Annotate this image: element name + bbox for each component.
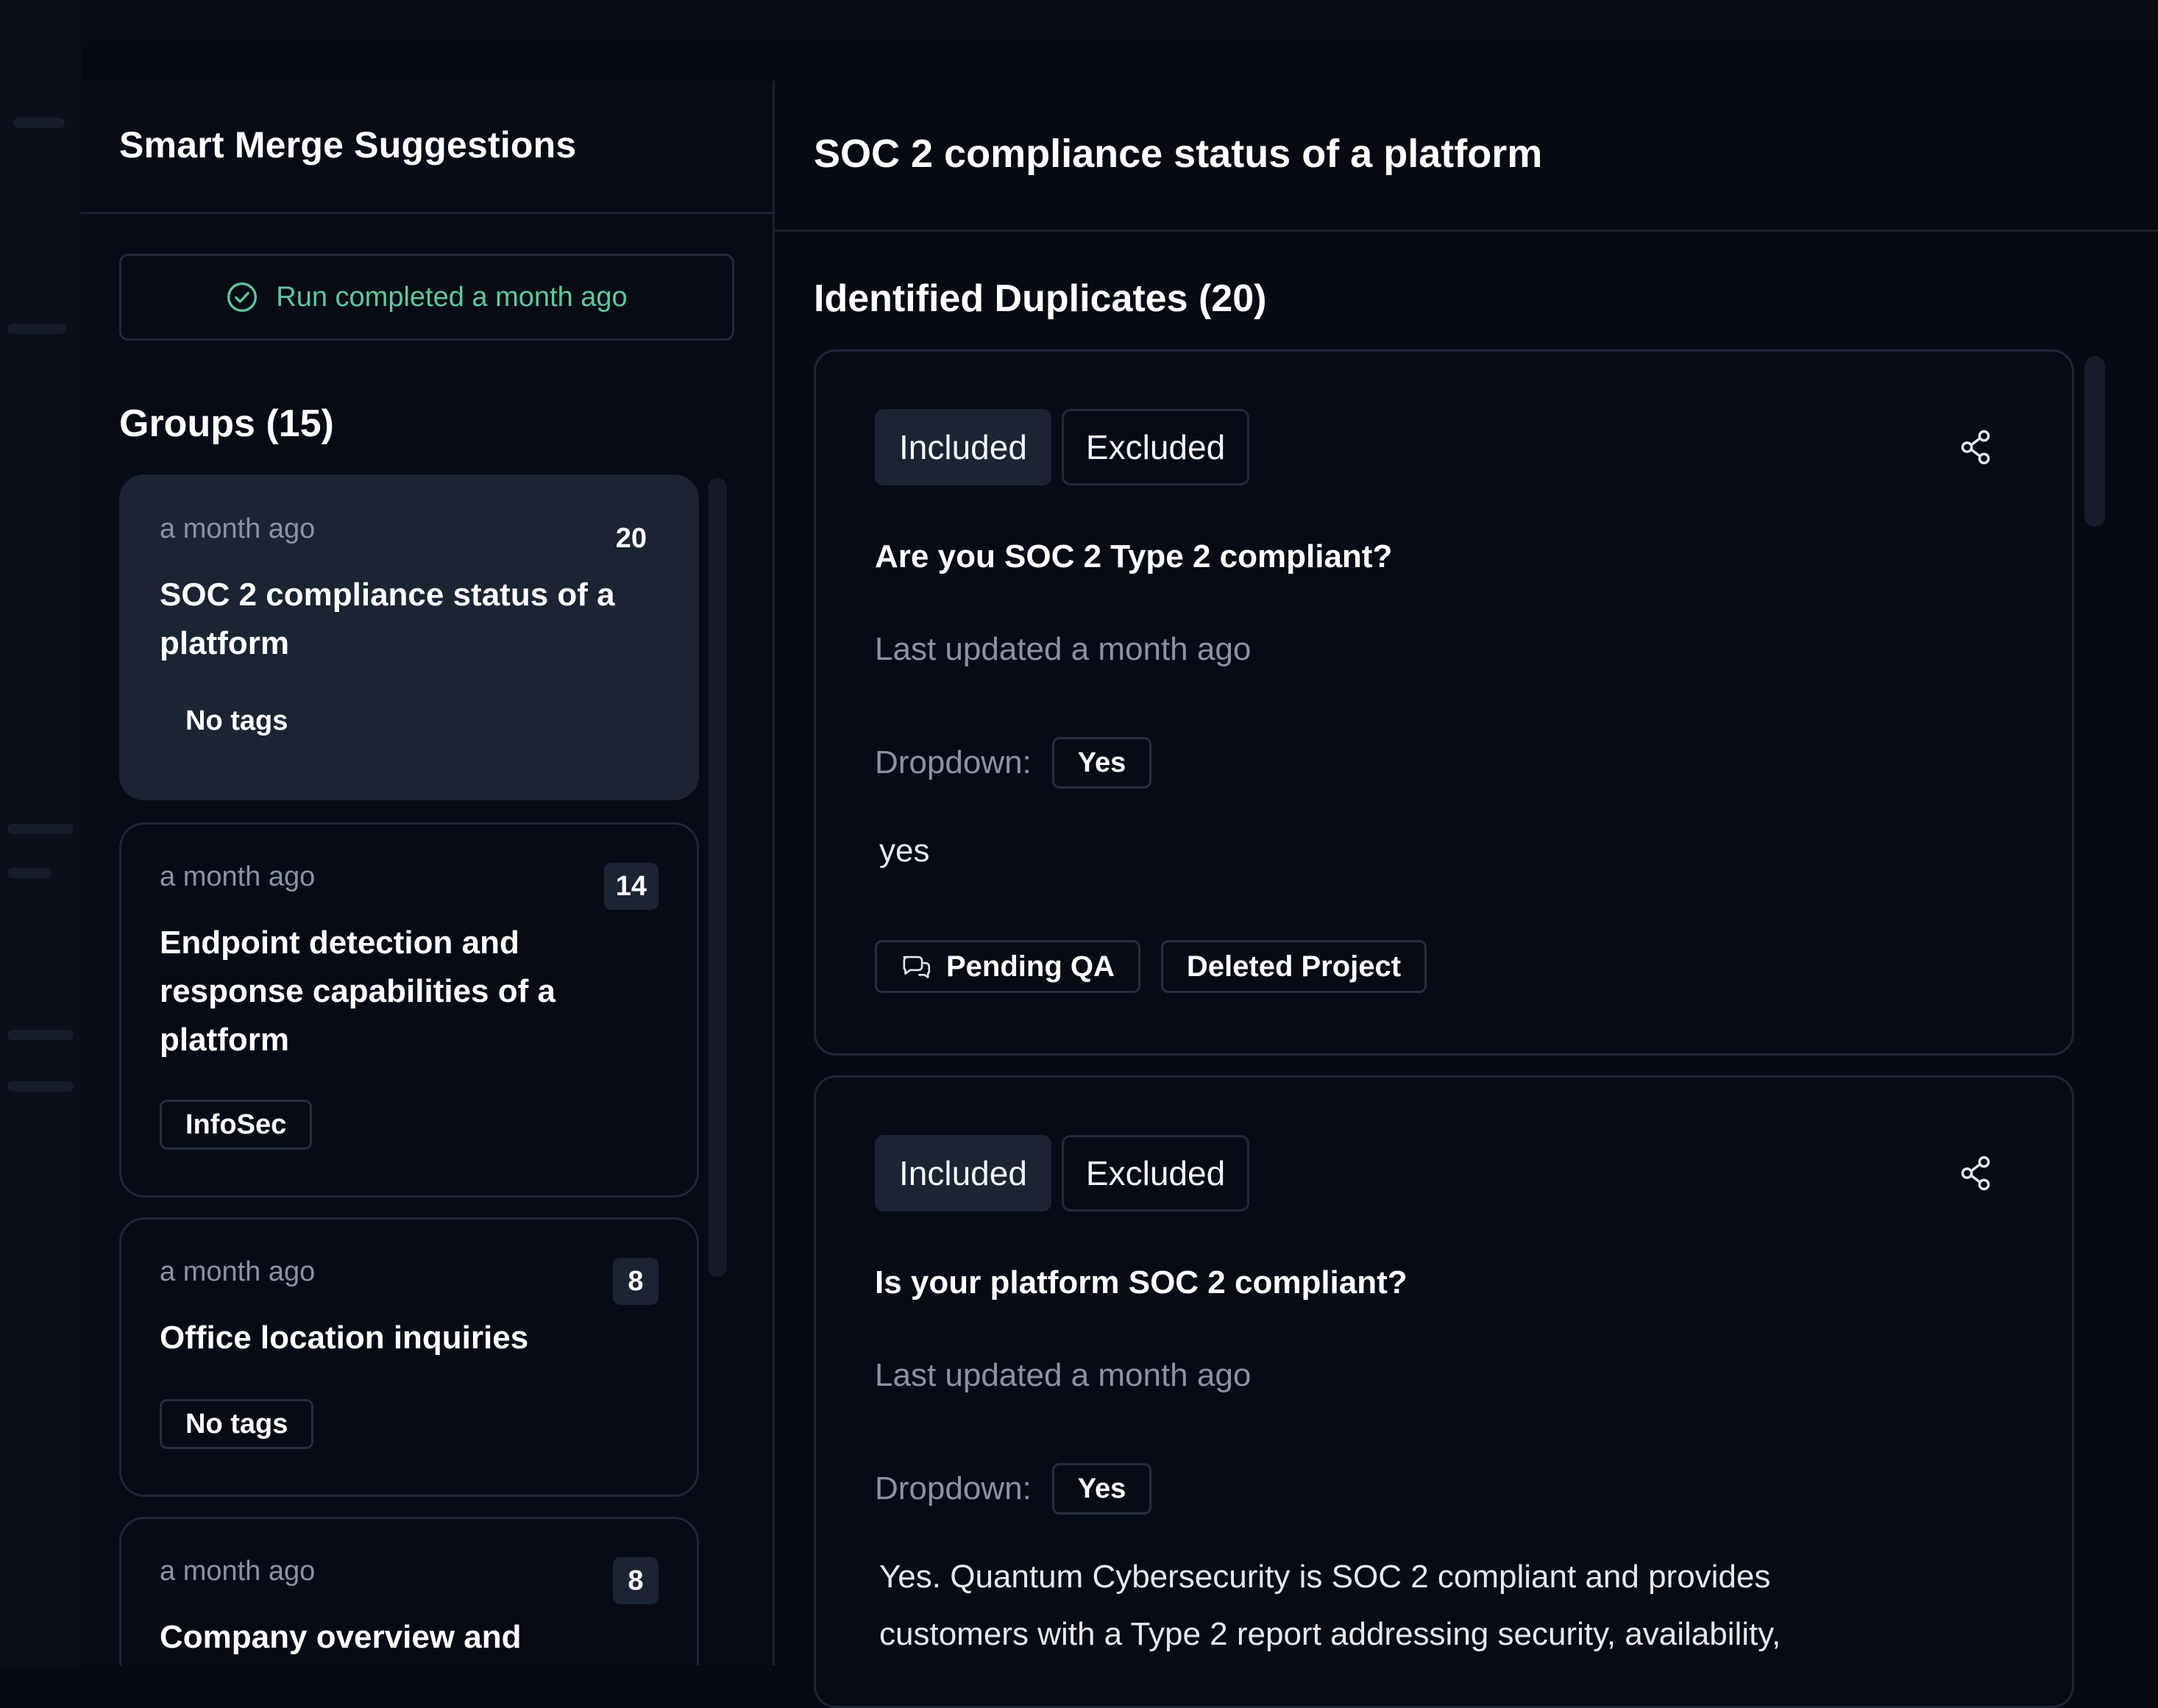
tags-row — [875, 940, 1427, 993]
question-title: Is your platform SOC 2 compliant? — [875, 1264, 1408, 1300]
group-time: a month ago — [160, 1256, 316, 1287]
tag-label: Deleted Project — [1186, 950, 1402, 983]
group-count-badge: 8 — [613, 1258, 659, 1305]
included-button[interactable]: Included — [875, 409, 1051, 485]
excluded-button[interactable]: Excluded — [1062, 409, 1249, 485]
tag-label: Pending QA — [946, 950, 1115, 983]
chat-icon — [901, 953, 931, 980]
tag-pending-qa[interactable] — [875, 940, 1140, 993]
app-sidebar-backdrop — [0, 0, 81, 1665]
last-updated: Last updated a month ago — [875, 631, 1252, 667]
dropdown-row — [875, 1463, 1151, 1515]
group-detail-title: SOC 2 compliance status of a platform — [814, 132, 1543, 176]
divider — [81, 212, 775, 214]
groups-heading: Groups (15) — [119, 402, 334, 445]
group-card[interactable] — [119, 1517, 699, 1665]
duplicate-card — [814, 1075, 2074, 1708]
group-time: a month ago — [160, 1556, 316, 1587]
answer-text: Yes. Quantum Cybersecurity is SOC 2 compliant and provides customers with a Type 2 report addressing security, availability, — [879, 1559, 1781, 1652]
group-title: SOC 2 compliance status of a platform — [160, 577, 615, 661]
include-exclude-toggle — [875, 409, 1249, 485]
group-count-badge: 20 — [615, 522, 647, 554]
divider — [775, 229, 2158, 232]
app-topbar — [0, 0, 2158, 44]
group-title: Company overview and — [160, 1619, 522, 1655]
run-status-text: Run completed a month ago — [276, 281, 628, 313]
included-button[interactable]: Included — [875, 1135, 1051, 1211]
group-card[interactable] — [119, 1217, 699, 1497]
duplicate-card — [814, 349, 2074, 1056]
group-card[interactable] — [119, 474, 699, 800]
share-icon[interactable] — [1959, 1154, 1992, 1192]
group-title: Endpoint detection and response capabilities of a platform — [160, 925, 556, 1058]
group-card[interactable] — [119, 822, 699, 1198]
share-icon[interactable] — [1959, 428, 1992, 466]
tag-deleted-project[interactable] — [1161, 940, 1427, 993]
group-time: a month ago — [160, 861, 316, 892]
group-time: a month ago — [160, 513, 316, 544]
dropdown-value-badge: Yes — [1052, 737, 1152, 789]
group-list-scrollbar[interactable] — [708, 478, 727, 1277]
last-updated: Last updated a month ago — [875, 1357, 1252, 1393]
group-list — [119, 474, 700, 1665]
check-circle-icon — [226, 281, 258, 313]
dropdown-label: Dropdown: — [875, 1470, 1032, 1506]
group-count-badge: 8 — [613, 1557, 659, 1604]
question-title: Are you SOC 2 Type 2 compliant? — [875, 538, 1393, 574]
group-tag[interactable]: No tags — [160, 1399, 313, 1449]
group-tag[interactable]: InfoSec — [160, 1100, 312, 1150]
include-exclude-toggle — [875, 1135, 1249, 1211]
duplicates-scrollbar[interactable] — [2084, 356, 2105, 527]
group-tag: No tags — [185, 705, 288, 736]
excluded-button[interactable]: Excluded — [1062, 1135, 1249, 1211]
group-count-badge: 14 — [604, 863, 659, 910]
dropdown-value-badge: Yes — [1052, 1463, 1152, 1515]
duplicates-heading: Identified Duplicates (20) — [814, 277, 1267, 320]
dropdown-label: Dropdown: — [875, 744, 1032, 780]
group-title: Office location inquiries — [160, 1320, 529, 1356]
answer-text: yes — [879, 833, 930, 869]
merge-suggestions-panel — [81, 81, 775, 1665]
dropdown-row — [875, 737, 1151, 789]
panel-title: Smart Merge Suggestions — [119, 124, 577, 166]
run-status-banner — [119, 254, 734, 341]
